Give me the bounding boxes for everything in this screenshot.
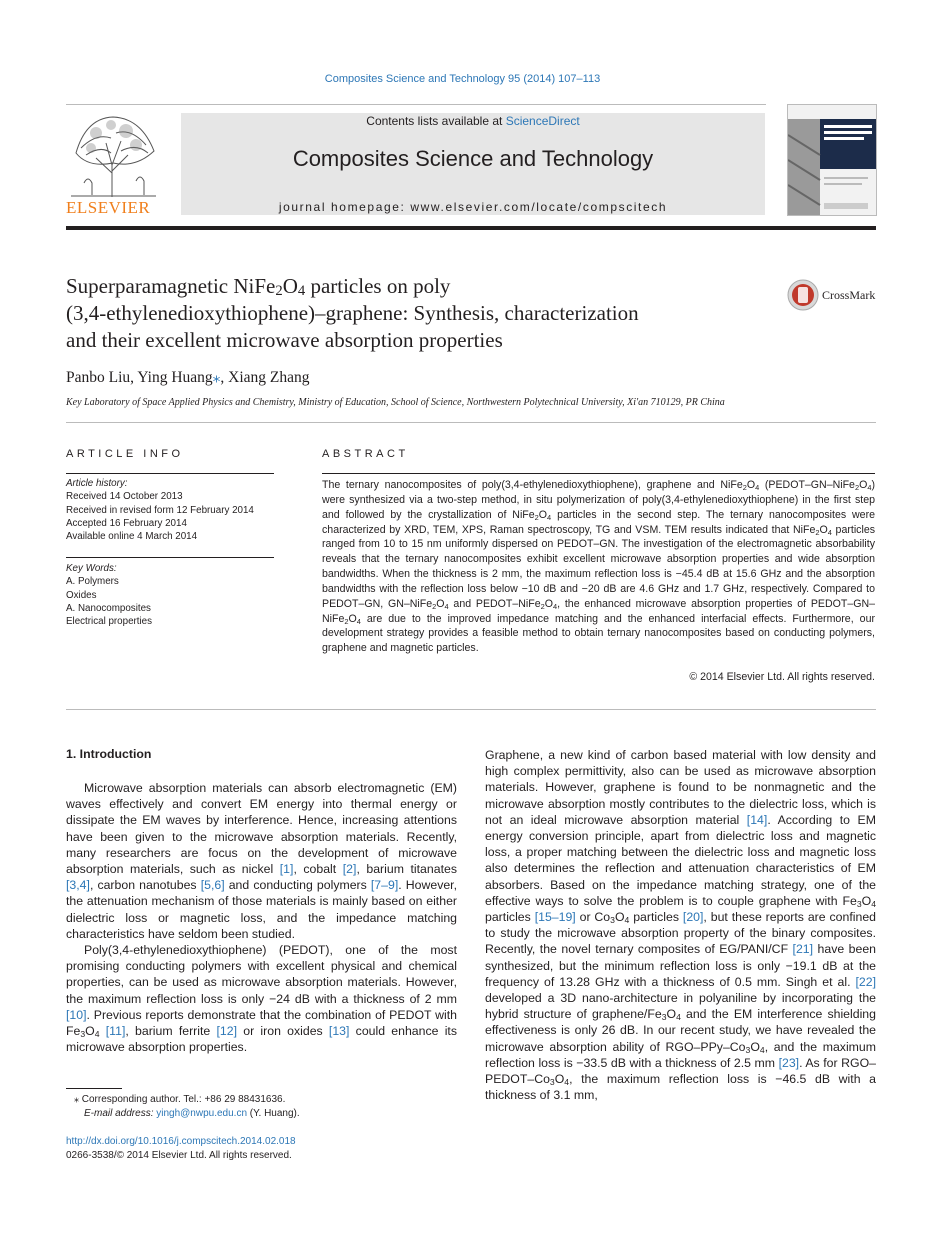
email-line <box>74 1107 454 1121</box>
body-right-column: Graphene, a new kind of carbon based material with low density and high complex permittivity, also can be used as microwave absorption materials. However, graphene is found to be nonmagnetic and the microwave absorption mostly contributes to the dielectric loss, which is not an ideal microwave absorption material [14]. According to EM energy conversion principle, apart from dielectric loss and magnetic loss, a proper matching between the dielectric loss and magnetic loss also determines the reflection and attenuation characteristics of EM absorbers. Based on the impedance matching strategy, one of the effective ways to solve the problem is to couple graphene with $Fe_3O_4$ particles [15–19] or $Co_3O_4$ particles [20], but these reports are confined to study the microwave absorption property of the binary composites. Recently, the novel ternary composites of EG/PANI/CF [21] have been synthesized, but the minimum reflection loss is only −19.1 dB at the frequency of 13.28 GHz with a thickness of 0.5 mm. Singh et al. [22] developed a 3D nano-architecture in polyaniline by incorporating the hybrid structure of graphene/$Fe_3O_4$ and the EM interference shielding effectiveness is only 26 dB. In our recent study, we have revealed the microwave absorption ability of RGO–$PPy-Co_3O_4$, and the maximum reflection loss is −33.5 dB with a thickness of 2.5 mm [23]. As for RGO–$PEDOT-Co_3O_4$, the maximum reflection loss is −46.5 dB with a thickness of 3.1 mm, <box>485 748 876 1103</box>
keywords-label: Key Words: <box>66 563 117 574</box>
header-rule <box>66 104 766 105</box>
article-info-rule <box>66 473 274 474</box>
abstract-heading: ABSTRACT <box>322 448 409 460</box>
abstract-rule <box>322 473 875 474</box>
keyword-item: A. Polymers <box>66 576 119 588</box>
article-info-heading: ARTICLE INFO <box>66 448 184 460</box>
footer <box>66 1135 466 1163</box>
journal-homepage[interactable]: journal homepage: www.elsevier.com/locate/compscitech <box>278 200 668 214</box>
history-received: Received 14 October 2013 <box>66 491 183 503</box>
body-left-column: Microwave absorption materials can absorb electromagnetic (EM) waves effectively and convert EM energy into thermal energy or dissipate the EM waves by interference. Hence, increasing attentions have been given to the microwave absorption materials. Recently, many researchers are focus on the development of microwave absorption materials, such as nickel [1], cobalt [2], barium titanates [3,4], carbon nanotubes [5,6] and conducting polymers [7–9]. However, the attenuation mechanism of those materials is mainly based on either dielectric loss or magnetic loss, and the impedance matching characteristics have seldom been studied. Poly(3,4-ethylenedioxythiophene) (PEDOT), one of the most promising conducting polymers with excellent physical and chemical properties, can be used as microwave absorption materials. However, the maximum reflection loss is only −24 dB with a thickness of 2 mm [10]. Previous reports demonstrate that the combination of PEDOT with $Fe_3O_4$ [11], barium ferrite [12] or iron oxides [13] could enhance its microwave absorption properties. <box>66 781 458 1055</box>
authors <box>66 368 310 387</box>
crossmark-icon[interactable] <box>787 279 819 311</box>
footnote <box>74 1093 454 1121</box>
affiliation: Key Laboratory of Space Applied Physics and Chemistry, Ministry of Education, School of Science, Northwestern Polytechnical University, Xi'an 710129, PR China <box>66 397 725 408</box>
introduction-heading: 1. Introduction <box>66 747 152 761</box>
email-label: E-mail address: <box>84 1108 157 1119</box>
contents-line <box>181 114 765 128</box>
author-email-link[interactable]: yingh@nwpu.edu.cn <box>156 1108 248 1119</box>
keyword-item: Oxides <box>66 589 97 601</box>
keywords <box>66 562 276 628</box>
authors-first: Panbo Liu, Ying Huang <box>66 369 213 386</box>
history-accepted: Accepted 16 February 2014 <box>66 517 187 529</box>
elsevier-logo <box>66 113 161 198</box>
keyword-item: Electrical properties <box>66 616 153 628</box>
history-label: Article history: <box>66 478 128 489</box>
sciencedirect-link[interactable]: ScienceDirect <box>505 114 580 128</box>
authors-rest: , Xiang Zhang <box>220 369 310 386</box>
abstract-text: The ternary nanocomposites of poly(3,4-ethylenedioxythiophene), graphene and $NiFe_2O_4$ $(PEDOT-GN-NiFe_2O_4)$ were synthesized via a two-step method, in situ polymerization of poly(3,4-ethylenedioxythiophene) in the first step and followed by the crystallization of $NiFe_2O_4$ particles in the second step. The ternary nanocomposites were characterized by XRD, TEM, XPS, Raman spectroscopy, TG and VSM. TEM results indicated that $NiFe_2O_4$ particles ranged from 10 to 15 nm uniformly dispersed on PEDOT–GN. The investigation of the electromagnetic absorbability reveals that the ternary nanocomposites exhibit excellent microwave absorption properties and wide absorption bandwidths. When the thickness is 2 mm, the maximum reflection loss is −45.4 dB at 15.6 GHz and the absorption bandwidths with the reflection loss below −10 dB and −20 dB are 4.6 GHz and 1.7 GHz, respectively. Compared to PEDOT–GN, $GN-NiFe_2O_4$ and PEDOT–$NiFe_2O_4$, the enhanced microwave absorption properties of PEDOT–$GN-NiFe_2O_4$ are due to the improved impedance matching and the enhanced interfacial effects. Furthermore, our development strategy provides a feasible method to obtain ternary nanocomposites based on conducting polymers, graphene and magnetic particles. <box>322 479 876 655</box>
history-revised: Received in revised form 12 February 2014 <box>66 504 254 516</box>
issn-line: 0266-3538/© 2014 Elsevier Ltd. All rights reserved. <box>66 1150 292 1161</box>
corresponding-author-note: ⁎ Corresponding author. Tel.: +86 29 88431636. <box>74 1094 286 1105</box>
abstract-bottom-rule <box>66 709 876 710</box>
doi-link[interactable]: http://dx.doi.org/10.1016/j.compscitech.2014.02.018 <box>66 1136 296 1147</box>
contents-prefix: Contents lists available at <box>366 114 506 128</box>
journal-cover-image <box>787 104 877 216</box>
email-suffix: (Y. Huang). <box>247 1108 300 1119</box>
corresponding-author-mark[interactable]: ⁎ <box>212 369 221 386</box>
journal-citation[interactable]: Composites Science and Technology 95 (2014) 107–113 <box>324 73 601 85</box>
publisher-name: ELSEVIER <box>66 198 151 217</box>
header-divider <box>66 226 876 230</box>
history-online: Available online 4 March 2014 <box>66 531 198 543</box>
article-title: Superparamagnetic $NiFe_2O_4$ particles on poly (3,4-ethylenedioxythiophene)–graphene: Synthesis, characterization and their excellent microwave absorption properties <box>66 274 639 352</box>
keywords-rule <box>66 557 274 558</box>
crossmark-label[interactable]: CrossMark <box>822 288 876 302</box>
abstract-copyright: © 2014 Elsevier Ltd. All rights reserved. <box>689 671 875 683</box>
article-history <box>66 477 276 543</box>
footnote-rule <box>66 1088 122 1089</box>
keyword-item: A. Nanocomposites <box>66 602 151 614</box>
affiliation-rule <box>66 422 876 423</box>
journal-title: Composites Science and Technology <box>292 146 654 171</box>
